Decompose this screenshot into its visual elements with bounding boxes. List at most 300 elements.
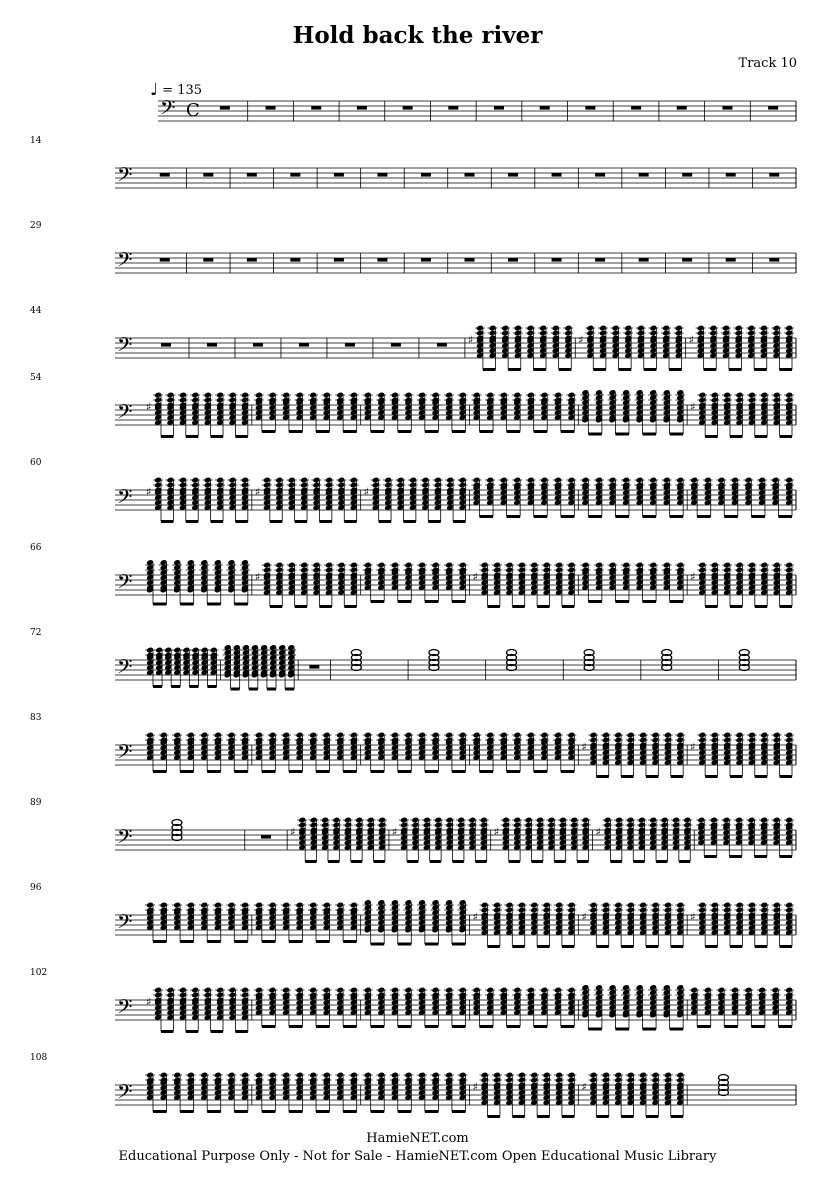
chord	[376, 1072, 386, 1112]
chord	[696, 817, 706, 857]
chord	[390, 392, 400, 432]
measure-number: 29	[30, 221, 42, 231]
chord	[675, 984, 685, 1029]
chord	[322, 987, 332, 1027]
chord	[199, 732, 209, 772]
chord	[759, 732, 769, 777]
chord	[607, 477, 617, 517]
chord	[311, 562, 321, 607]
chord	[408, 477, 418, 522]
chord	[585, 325, 595, 370]
chord	[308, 987, 318, 1027]
chord	[759, 902, 769, 947]
chord	[710, 902, 720, 947]
sharp-icon: ♯	[146, 995, 152, 1009]
chord	[181, 647, 191, 687]
chord	[299, 477, 309, 522]
chord	[696, 325, 706, 370]
chord	[433, 477, 443, 522]
chord	[626, 1072, 636, 1117]
chord	[621, 389, 631, 434]
chord	[240, 477, 250, 522]
chord	[186, 1072, 196, 1112]
whole-rest	[448, 106, 458, 110]
track-label: Track 10	[738, 56, 797, 71]
whole-rest	[403, 106, 413, 110]
chord	[580, 817, 590, 862]
chord	[259, 644, 269, 689]
sharp-icon: ♯	[581, 910, 587, 924]
chord	[772, 902, 782, 947]
chord	[299, 562, 309, 607]
chord	[689, 477, 699, 517]
chord	[417, 987, 427, 1027]
chord	[281, 732, 291, 772]
chord	[607, 389, 617, 434]
chord	[403, 392, 413, 432]
sharp-icon: ♯	[581, 740, 587, 754]
whole-rest	[377, 173, 387, 177]
chord	[770, 477, 780, 517]
chord	[154, 647, 164, 687]
chord	[504, 562, 514, 607]
chord	[254, 732, 264, 772]
whole-rest	[639, 173, 649, 177]
bass-clef-icon: 𝄢	[117, 740, 133, 768]
chord	[215, 477, 225, 522]
chord	[294, 392, 304, 432]
whole-rest	[203, 173, 213, 177]
chord	[759, 325, 769, 370]
chord	[444, 732, 454, 772]
chord	[746, 817, 756, 857]
bass-clef-icon: 𝄢	[117, 910, 133, 938]
chord	[417, 1072, 427, 1112]
chord	[588, 732, 598, 777]
chord	[662, 389, 672, 434]
chord	[517, 1072, 527, 1117]
chord	[784, 732, 794, 777]
measure-number: 66	[30, 543, 42, 553]
chord	[638, 1072, 648, 1117]
chord	[480, 902, 490, 947]
chord	[335, 902, 345, 942]
chord	[172, 732, 182, 772]
chord	[716, 987, 726, 1027]
chord	[363, 562, 373, 602]
chord	[772, 562, 782, 607]
sharp-icon: ♯	[690, 570, 696, 584]
chord	[294, 987, 304, 1027]
chord	[410, 817, 420, 862]
chord	[172, 902, 182, 942]
whole-rest	[299, 343, 309, 347]
chord	[417, 899, 427, 944]
chord	[274, 477, 284, 522]
chord	[580, 389, 590, 434]
chord	[390, 899, 400, 944]
chord	[730, 477, 740, 517]
chord	[747, 562, 757, 607]
chord	[499, 477, 509, 517]
chord	[721, 817, 731, 857]
chord	[759, 562, 769, 607]
chord	[601, 902, 611, 947]
chord	[648, 562, 658, 602]
chord	[145, 647, 155, 687]
chord	[512, 732, 522, 772]
chord	[267, 1072, 277, 1112]
chord	[538, 325, 548, 370]
chord	[613, 1072, 623, 1117]
chord	[558, 817, 568, 862]
whole-rest	[722, 106, 732, 110]
measure-number: 108	[30, 1053, 48, 1063]
whole-rest	[769, 258, 779, 262]
whole-rest	[290, 173, 300, 177]
chord	[671, 817, 681, 862]
chord	[308, 1072, 318, 1112]
chord	[165, 477, 175, 522]
whole-rest	[247, 173, 257, 177]
chord	[472, 987, 482, 1027]
chord	[376, 987, 386, 1027]
measure-number: 89	[30, 798, 42, 808]
chord	[145, 559, 155, 604]
chord	[349, 1072, 359, 1112]
bass-clef-icon: 𝄢	[117, 1080, 133, 1108]
chord	[697, 562, 707, 607]
chord	[784, 325, 794, 370]
chord	[363, 1072, 373, 1112]
bass-clef-icon: 𝄢	[117, 485, 133, 513]
chord	[203, 392, 213, 437]
chord	[757, 987, 767, 1027]
chord	[614, 817, 624, 862]
chord	[722, 902, 732, 947]
chord	[458, 392, 468, 432]
chord	[417, 562, 427, 602]
staff-system	[115, 248, 796, 276]
chord	[376, 392, 386, 432]
chord	[542, 1072, 552, 1117]
whole-rest	[631, 106, 641, 110]
chord	[399, 817, 409, 862]
sharp-icon: ♯	[595, 825, 601, 839]
chord	[203, 987, 213, 1032]
chord	[363, 732, 373, 772]
chord	[485, 477, 495, 517]
chord	[403, 1072, 413, 1112]
sharp-icon: ♯	[581, 1080, 587, 1094]
chord	[172, 647, 182, 687]
chord	[458, 562, 468, 602]
chord	[637, 817, 647, 862]
staff-system	[115, 559, 796, 606]
chord	[165, 987, 175, 1032]
chord	[190, 477, 200, 522]
chord	[517, 902, 527, 947]
chord	[240, 392, 250, 437]
staff-system	[115, 1072, 796, 1117]
chord	[215, 987, 225, 1032]
chord	[594, 477, 604, 517]
chord	[227, 987, 237, 1032]
chord	[262, 477, 272, 522]
chord	[539, 392, 549, 432]
whole-rest	[220, 106, 230, 110]
chord	[267, 902, 277, 942]
sharp-icon: ♯	[254, 570, 261, 584]
chord	[159, 902, 169, 942]
chord	[499, 987, 509, 1027]
chord	[186, 559, 196, 604]
chord	[215, 392, 225, 437]
chord	[743, 477, 753, 517]
chord	[621, 562, 631, 602]
chord	[335, 732, 345, 772]
chord	[403, 732, 413, 772]
chord	[320, 817, 330, 862]
whole-rest	[253, 343, 263, 347]
whole-rest	[160, 173, 170, 177]
chord	[697, 392, 707, 437]
chord	[190, 647, 200, 687]
whole-rest	[494, 106, 504, 110]
chord	[512, 817, 522, 862]
chord	[186, 902, 196, 942]
chord	[159, 559, 169, 604]
sharp-icon: ♯	[363, 485, 369, 499]
chord	[607, 562, 617, 602]
chord	[553, 477, 563, 517]
chord	[513, 325, 523, 370]
sharp-icon: ♯	[578, 333, 584, 347]
chord	[445, 817, 455, 862]
chord	[190, 987, 200, 1032]
chord	[163, 647, 173, 687]
chord	[772, 732, 782, 777]
chord	[784, 817, 794, 857]
chord	[430, 1072, 440, 1112]
chord	[383, 477, 393, 522]
bass-clef-icon: 𝄢	[117, 163, 133, 191]
staff-system	[115, 325, 796, 370]
chord	[675, 732, 685, 777]
chord	[542, 562, 552, 607]
staff-system	[115, 899, 796, 946]
footer-notice: Educational Purpose Only - Not for Sale - HamieNET.com Open Educational Music Library	[118, 1149, 717, 1164]
chord	[526, 392, 536, 432]
sharp-icon: ♯	[690, 400, 696, 414]
chord	[294, 902, 304, 942]
chord	[322, 1072, 332, 1112]
chord	[227, 477, 237, 522]
chord	[675, 1072, 685, 1117]
whole-rest	[465, 173, 475, 177]
chord	[625, 817, 635, 862]
bass-clef-icon: 𝄢	[160, 96, 176, 124]
chord	[648, 984, 658, 1029]
chord	[458, 477, 468, 522]
measure-number: 14	[30, 136, 42, 146]
staff-system	[115, 644, 796, 689]
chord	[648, 389, 658, 434]
chord	[598, 325, 608, 370]
chord	[172, 1072, 182, 1112]
chord	[675, 902, 685, 947]
chord	[395, 477, 405, 522]
measure-number: 60	[30, 458, 42, 468]
whole-rest	[639, 258, 649, 262]
chord	[240, 987, 250, 1032]
chord	[226, 732, 236, 772]
chord	[390, 732, 400, 772]
chord	[743, 987, 753, 1027]
sharp-icon: ♯	[690, 740, 696, 754]
chord	[675, 389, 685, 434]
chord	[566, 477, 576, 517]
chord	[663, 902, 673, 947]
chord	[200, 647, 210, 687]
chord	[267, 987, 277, 1027]
chord	[784, 392, 794, 437]
chord	[580, 984, 590, 1029]
chord	[499, 732, 509, 772]
chord	[458, 899, 468, 944]
chord	[240, 732, 250, 772]
chord	[336, 562, 346, 607]
whole-rest	[309, 665, 319, 669]
chord	[662, 984, 672, 1029]
chord	[566, 392, 576, 432]
chord	[623, 325, 633, 370]
chord	[480, 1072, 490, 1117]
chord	[322, 902, 332, 942]
chord	[542, 902, 552, 947]
sharp-icon: ♯	[688, 333, 694, 347]
chord	[554, 1072, 564, 1117]
chord	[650, 1072, 660, 1117]
chord	[492, 902, 502, 947]
chord	[472, 392, 482, 432]
chord	[500, 325, 510, 370]
chord	[526, 732, 536, 772]
whole-rest	[595, 173, 605, 177]
chord	[240, 902, 250, 942]
chord	[722, 392, 732, 437]
chord	[621, 477, 631, 517]
chord	[354, 817, 364, 862]
chord	[145, 732, 155, 772]
chord	[445, 477, 455, 522]
chord	[553, 987, 563, 1027]
chord	[227, 392, 237, 437]
chord	[294, 1072, 304, 1112]
chord	[648, 817, 658, 862]
chord	[335, 392, 345, 432]
chord	[297, 817, 307, 862]
chord	[626, 732, 636, 777]
chord	[324, 562, 334, 607]
chord	[286, 644, 296, 689]
chord	[430, 987, 440, 1027]
chord	[178, 392, 188, 437]
chord	[223, 644, 233, 689]
chord	[209, 647, 219, 687]
chord	[662, 477, 672, 517]
chord	[274, 562, 284, 607]
chord	[324, 477, 334, 522]
chord	[580, 477, 590, 517]
chord	[675, 477, 685, 517]
chord	[226, 559, 236, 604]
chord	[611, 325, 621, 370]
chord	[203, 477, 213, 522]
whole-rest	[726, 173, 736, 177]
footer-site: HamieNET.com	[366, 1131, 469, 1146]
chord	[281, 392, 291, 432]
sharp-icon: ♯	[467, 333, 474, 347]
chord	[311, 477, 321, 522]
chord	[322, 392, 332, 432]
chord	[722, 562, 732, 607]
chord	[703, 477, 713, 517]
chord	[430, 392, 440, 432]
sharp-icon: ♯	[254, 485, 261, 499]
chord	[784, 902, 794, 947]
chord	[240, 559, 250, 604]
chord	[710, 562, 720, 607]
bass-clef-icon: 𝄢	[117, 333, 133, 361]
chord	[659, 817, 669, 862]
chord	[268, 644, 278, 689]
chord	[403, 899, 413, 944]
chord	[734, 325, 744, 370]
chord	[178, 477, 188, 522]
chord	[523, 817, 533, 862]
whole-rest	[334, 258, 344, 262]
chord	[349, 987, 359, 1027]
chord	[771, 817, 781, 857]
chord	[349, 732, 359, 772]
whole-rest	[677, 106, 687, 110]
score-title: Hold back the river	[292, 22, 543, 49]
chord	[650, 902, 660, 947]
bass-clef-icon: 𝄢	[117, 995, 133, 1023]
whole-rest	[437, 343, 447, 347]
measure-number: 44	[30, 306, 42, 316]
chord	[479, 817, 489, 862]
chord	[294, 732, 304, 772]
chord	[336, 477, 346, 522]
chord	[444, 1072, 454, 1112]
chord	[254, 902, 264, 942]
bass-clef-icon: 𝄢	[117, 400, 133, 428]
chord	[601, 1072, 611, 1117]
chord	[390, 562, 400, 602]
chord	[648, 325, 658, 370]
chord	[377, 817, 387, 862]
bass-clef-icon: 𝄢	[117, 655, 133, 683]
staff-system	[158, 96, 796, 124]
chord	[458, 1072, 468, 1112]
chord	[363, 987, 373, 1027]
chord	[566, 987, 576, 1027]
chord	[526, 987, 536, 1027]
chord	[267, 732, 277, 772]
chord	[153, 477, 163, 522]
